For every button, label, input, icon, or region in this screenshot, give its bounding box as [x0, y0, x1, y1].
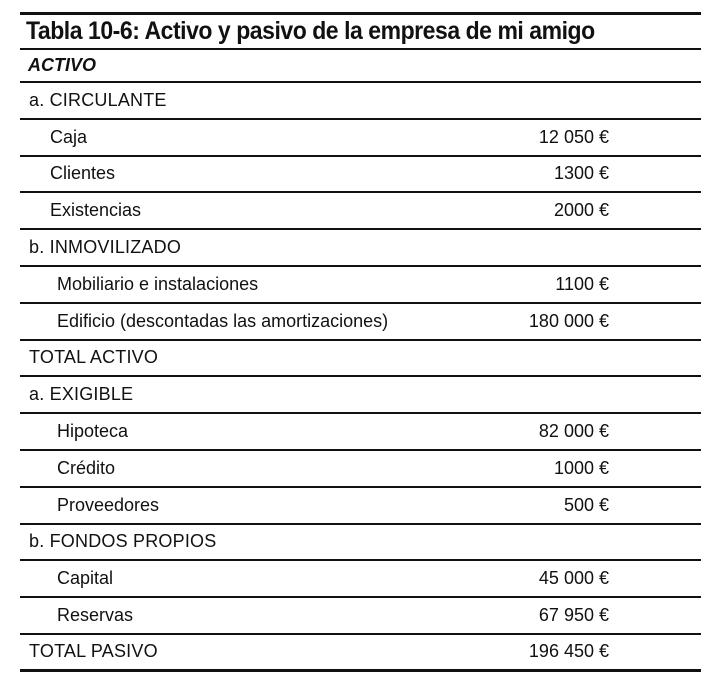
- table-row-exigible: [20, 377, 701, 414]
- row-label: Clientes: [50, 163, 116, 184]
- row-label: Mobiliario e instalaciones: [57, 273, 259, 294]
- table-row-circulante: [20, 83, 701, 120]
- row-value: 12 050 €: [538, 126, 609, 147]
- table-row-hipoteca: [20, 414, 701, 451]
- table-row-edificio: [20, 304, 701, 341]
- row-label: Caja: [50, 126, 88, 147]
- row-label: a. EXIGIBLE: [29, 384, 134, 405]
- row-label: TOTAL PASIVO: [29, 641, 158, 662]
- row-value: 2000 €: [553, 200, 609, 221]
- row-label: Proveedores: [57, 494, 160, 515]
- row-value: 180 000 €: [528, 310, 609, 331]
- table-row-existencias: [20, 193, 701, 230]
- table-row-caja: [20, 120, 701, 157]
- table-row-mobiliario: [20, 267, 701, 304]
- section-heading-activo: [20, 50, 701, 83]
- row-label: Existencias: [50, 200, 142, 221]
- table-title: [20, 12, 701, 50]
- row-label: b. INMOVILIZADO: [29, 237, 182, 258]
- row-label: Hipoteca: [57, 421, 129, 442]
- row-value: 1000 €: [553, 457, 609, 478]
- table-row-credito: [20, 451, 701, 488]
- row-label: a. CIRCULANTE: [29, 89, 167, 110]
- row-label: Crédito: [57, 457, 116, 478]
- row-value: 1300 €: [553, 163, 609, 184]
- section-heading-text: ACTIVO: [28, 55, 97, 75]
- row-value: 1100 €: [555, 273, 609, 294]
- row-value: 45 000 €: [538, 568, 609, 589]
- table-row-proveedores: [20, 488, 701, 525]
- table-row-reservas: [20, 598, 701, 635]
- table-row-total-activo: [20, 341, 701, 378]
- row-value: 82 000 €: [538, 421, 609, 442]
- table-row-capital: [20, 561, 701, 598]
- row-value: 67 950 €: [538, 605, 609, 626]
- row-value: 196 450 €: [528, 641, 609, 662]
- table-row-clientes: [20, 157, 701, 194]
- row-value: 500 €: [563, 494, 609, 515]
- row-label: Edificio (descontadas las amortizaciones): [57, 310, 389, 331]
- balance-table: [20, 12, 701, 672]
- table-title-text: Tabla 10-6: Activo y pasivo de la empresa de mi amigo: [26, 17, 595, 45]
- table-row-fondos-propios: [20, 525, 701, 562]
- table-row-total-pasivo: [20, 635, 701, 672]
- row-label: Reservas: [57, 605, 134, 626]
- row-label: Capital: [57, 568, 114, 589]
- row-label: TOTAL ACTIVO: [29, 347, 159, 368]
- row-label: b. FONDOS PROPIOS: [29, 531, 217, 552]
- table-row-inmovilizado: [20, 230, 701, 267]
